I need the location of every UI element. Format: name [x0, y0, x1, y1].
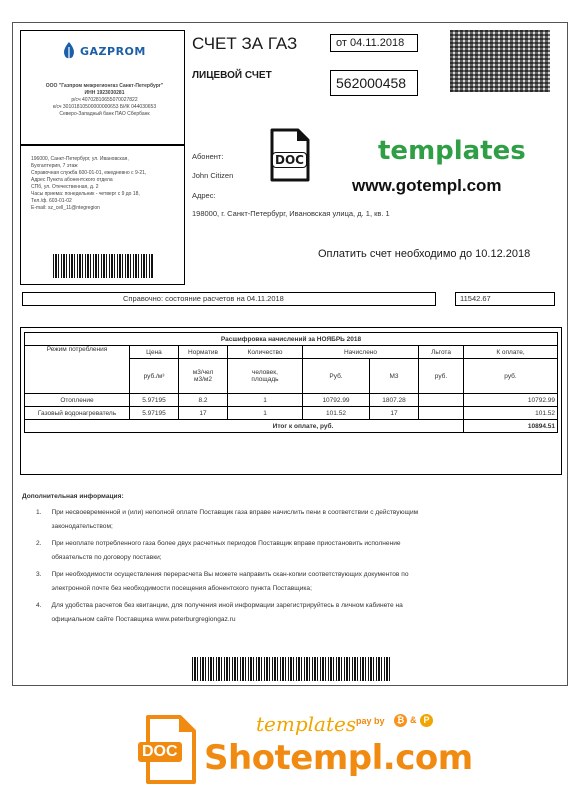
- company-line: к/сч 30101810500000000653 БИК 044030653: [52, 104, 157, 110]
- charges-title: Расшифровка начислений за НОЯБРЬ 2018: [25, 333, 558, 346]
- col-norm: Норматив: [179, 346, 228, 359]
- col-accrued: Начислено: [303, 346, 419, 359]
- total-value: 10894.51: [464, 420, 558, 433]
- row-mode: Отопление: [25, 394, 130, 407]
- date-box: [330, 34, 418, 52]
- row-rub: 101.52: [303, 407, 370, 420]
- col-mode: Режим потребления: [25, 346, 130, 394]
- notes-title: Дополнительная информация:: [22, 493, 124, 500]
- watermark-url: www.gotempl.com: [352, 176, 502, 195]
- row-pay: 101.52: [464, 407, 558, 420]
- note-item: 2. При неоплате потребленного газа более двух расчетных периодов Поставщик вправе приостановить исполнение обязательств по договору поставки;: [36, 537, 556, 565]
- to-pay-unit: руб.: [464, 359, 558, 394]
- note-item: 1. При несвоевременной и (или) неполной оплате Поставщик газа вправе начислить пени в соответствии с действующим законодательством;: [36, 506, 556, 534]
- company-line: р/сч 40702810655070027822: [71, 97, 138, 103]
- note-number: 1.: [36, 509, 42, 516]
- doc-watermark-icon: [268, 128, 312, 184]
- row-m3: 17: [370, 407, 419, 420]
- bottom-barcode: [192, 657, 392, 681]
- address-label: Адрес:: [192, 191, 216, 200]
- col-price: Цена: [130, 346, 179, 359]
- charges-table: [24, 332, 558, 433]
- office-details: [31, 156, 181, 212]
- bitcoin-icon: ₿: [394, 714, 407, 727]
- doc-icon-label: DOC: [272, 152, 307, 168]
- office-line: Справочная служба 600-01-01, ежедневно с 9-21,: [31, 170, 147, 176]
- amp-label: &: [410, 715, 417, 725]
- flame-icon: [61, 41, 77, 61]
- office-line: 196000, Санкт-Петербург, ул. Ивановская,: [31, 156, 129, 162]
- note-number: 2.: [36, 540, 42, 547]
- bill-title: СЧЕТ ЗА ГАЗ: [192, 34, 298, 53]
- reference-label: Справочно: состояние расчетов на 04.11.2018: [123, 294, 284, 303]
- accrued-rub-header: Руб.: [303, 359, 370, 394]
- qr-code: [450, 30, 550, 92]
- row-benefit: [419, 407, 464, 420]
- company-line: Северо-Западный банк ПАО Сбербанк: [59, 111, 150, 117]
- company-line: ООО "Газпром межрегионгаз Санкт-Петербург": [45, 83, 164, 89]
- total-row: [25, 420, 558, 433]
- bill-date: от 04.11.2018: [336, 37, 405, 49]
- row-price: 5.97195: [130, 407, 179, 420]
- subscriber-label: Абонент:: [192, 152, 224, 161]
- total-label: Итог к оплате, руб.: [25, 420, 464, 433]
- price-unit: руб./м³: [130, 359, 179, 394]
- footer-templates: templates: [256, 712, 357, 736]
- table-row: [25, 394, 558, 407]
- footer-brand: Shotempl.com: [204, 738, 473, 778]
- office-line: E-mail: sz_cell_11@ntegregion: [31, 205, 100, 211]
- row-mode: Газовый водонагреватель: [25, 407, 130, 420]
- row-m3: 1807.28: [370, 394, 419, 407]
- row-pay: 10792.99: [464, 394, 558, 407]
- office-block: [20, 145, 185, 285]
- office-line: Бухгалтерия, 7 этаж: [31, 163, 78, 169]
- company-block: [20, 30, 185, 145]
- footer-doc-label: DOC: [138, 742, 182, 762]
- account-box: [330, 70, 418, 96]
- subscriber-name: John Citizen: [192, 171, 234, 180]
- norm-unit: м3/чел м3/м2: [179, 359, 228, 394]
- office-line: СПб, ул. Отечественная, д. 2: [31, 184, 99, 190]
- row-qty: 1: [228, 394, 303, 407]
- row-norm: 8.2: [179, 394, 228, 407]
- accrued-m3-header: М3: [370, 359, 419, 394]
- company-line: ИНН 1923030281: [84, 90, 125, 96]
- row-qty: 1: [228, 407, 303, 420]
- logo-text: GAZPROM: [80, 44, 146, 58]
- col-quantity: Количество: [228, 346, 303, 359]
- note-number: 3.: [36, 571, 42, 578]
- account-label: ЛИЦЕВОЙ СЧЕТ: [192, 70, 272, 81]
- note-number: 4.: [36, 602, 42, 609]
- account-number: 562000458: [336, 75, 407, 91]
- col-benefit: Льгота: [419, 346, 464, 359]
- col-to-pay: К оплате,: [464, 346, 558, 359]
- company-details: [27, 83, 182, 118]
- reference-box: [22, 292, 436, 306]
- footer-doc-icon: [138, 714, 202, 786]
- due-date: Оплатить счет необходимо до 10.12.2018: [318, 248, 531, 260]
- row-benefit: [419, 394, 464, 407]
- pay-by-label: pay by: [356, 716, 385, 726]
- row-rub: 10792.99: [303, 394, 370, 407]
- benefit-unit: руб.: [419, 359, 464, 394]
- reference-amount-box: [455, 292, 555, 306]
- quantity-unit: человек, площадь: [228, 359, 303, 394]
- office-barcode: [53, 254, 153, 278]
- note-item: 3. При необходимости осуществления перерасчета Вы можете направить скан-копии соответствующих документов по электронной почте без необходимости посещения абонентского пункта Поставщика;: [36, 568, 556, 596]
- watermark-templates: templates: [378, 136, 526, 166]
- office-line: Тел./ф. 603-01-02: [31, 198, 72, 204]
- office-line: Часы приема: понедельник - четверг с 9 до 18,: [31, 191, 140, 197]
- row-norm: 17: [179, 407, 228, 420]
- paypal-icon: P: [420, 714, 433, 727]
- subscriber-address: 198000, г. Санкт-Петербург, Ивановская улица, д. 1, кв. 1: [192, 209, 390, 218]
- gazprom-logo: [61, 41, 146, 61]
- note-item: 4. Для удобства расчетов без квитанции, для получения иной информации зарегистрируйтесь в личном кабинете на официальном сайте Поставщика www.peterburgregiongaz.ru: [36, 599, 556, 627]
- reference-amount: 11542.67: [460, 294, 491, 303]
- table-row: [25, 407, 558, 420]
- office-line: Адрес Пункта абонентского отдела: [31, 177, 113, 183]
- notes-list: [36, 506, 556, 627]
- row-price: 5.97195: [130, 394, 179, 407]
